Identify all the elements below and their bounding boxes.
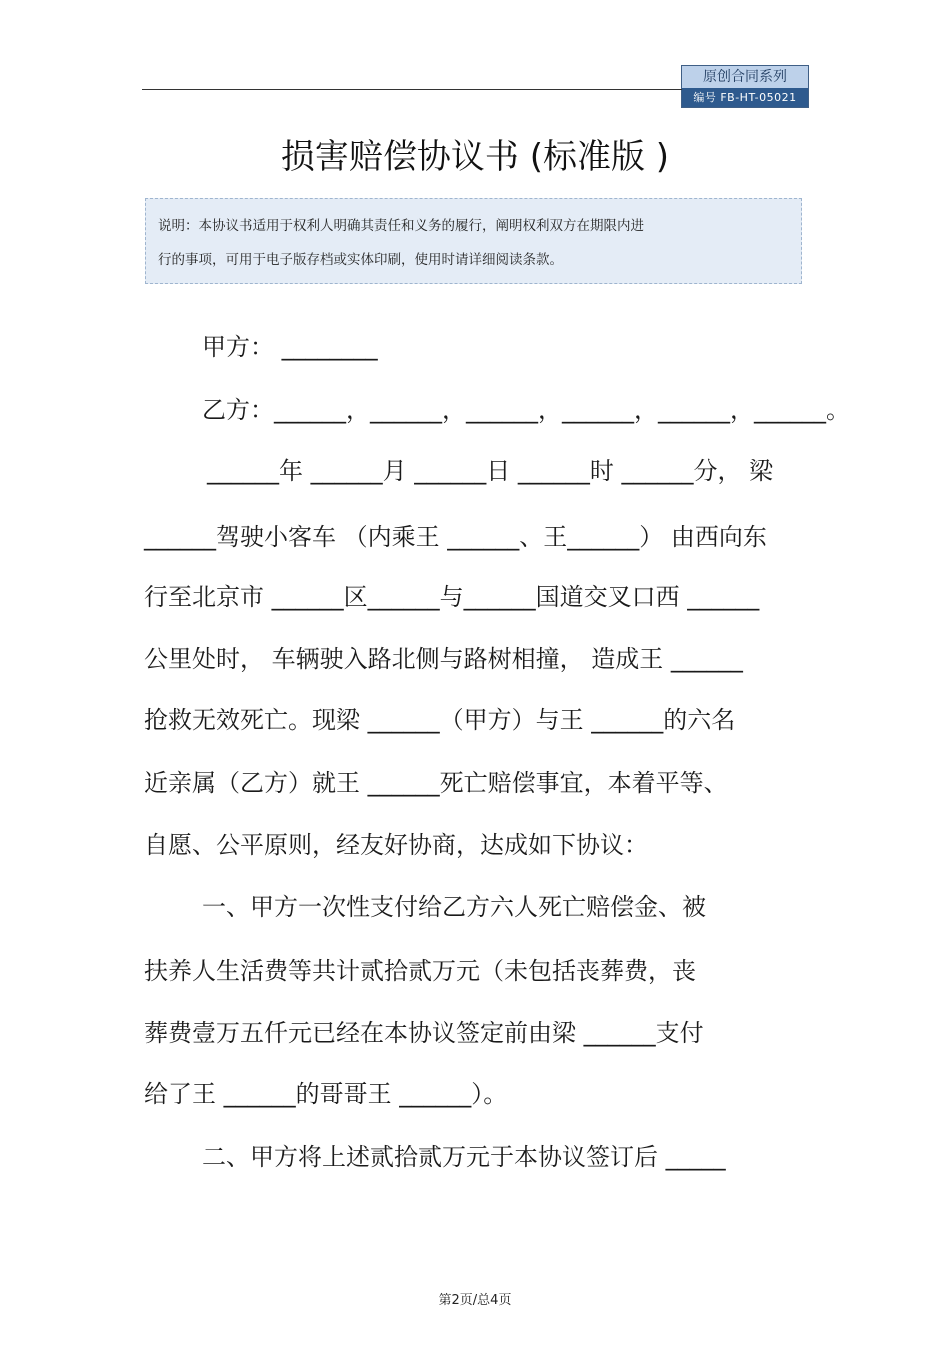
clause-2-line: 二、甲方将上述贰拾贰万元于本协议签订后 _____ xyxy=(202,1143,726,1171)
body-line: ______驾驶小客车 （内乘王 ______、王______） 由西向东 xyxy=(144,523,767,551)
series-label: 原创合同系列 xyxy=(682,66,808,88)
page-number: 第2页/总4页 xyxy=(438,1293,512,1308)
body-line: 葬费壹万五仟元已经在本协议签定前由梁 ______支付 xyxy=(144,1019,704,1047)
document-code: 编号 FB-HT-05021 xyxy=(682,88,808,107)
body-line: 近亲属（乙方）就王 ______死亡赔偿事宜，本着平等、 xyxy=(144,769,728,797)
series-badge xyxy=(681,65,809,108)
body-line: ______年 ______月 ______日 ______时 ______分， 梁 xyxy=(207,457,774,485)
body-line: 扶养人生活费等共计贰拾贰万元（未包括丧葬费，丧 xyxy=(144,957,696,985)
usage-note-line: 行的事项，可用于电子版存档或实体印刷，使用时请详细阅读条款。 xyxy=(158,252,563,268)
body-line: 公里处时， 车辆驶入路北侧与路树相撞， 造成王 ______ xyxy=(144,645,743,673)
usage-note xyxy=(145,198,802,284)
usage-note-line: 说明：本协议书适用于权利人明确其责任和义务的履行，阐明权利双方在期限内进 xyxy=(158,218,644,234)
body-line: 自愿、公平原则，经友好协商，达成如下协议： xyxy=(144,831,648,859)
clause-1-line: 一、甲方一次性支付给乙方六人死亡赔偿金、被 xyxy=(202,893,706,921)
header-rule xyxy=(142,89,682,90)
body-line: 行至北京市 ______区______与______国道交叉口西 ______ xyxy=(144,583,760,611)
party-a-line: 甲方： ________ xyxy=(202,333,378,361)
body-line: 抢救无效死亡。现梁 ______（甲方）与王 ______的六名 xyxy=(144,706,736,734)
party-b-line: 乙方：______，______，______，______，______，______。 xyxy=(202,396,850,424)
document-title: 损害赔偿协议书 (标准版 ) xyxy=(280,137,670,177)
body-line: 给了王 ______的哥哥王 ______）。 xyxy=(144,1080,508,1108)
